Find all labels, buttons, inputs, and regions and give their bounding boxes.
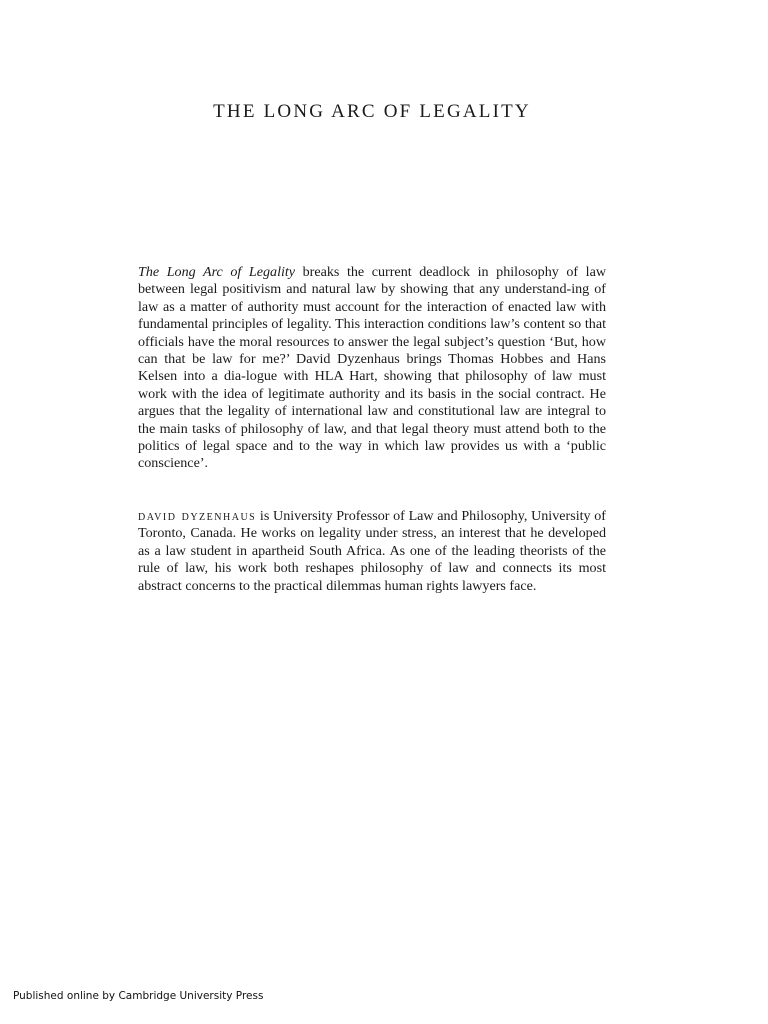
book-title-italic: The Long Arc of Legality <box>138 264 296 280</box>
publisher-footer: Published online by Cambridge University Press <box>13 990 264 1002</box>
author-bio <box>138 508 606 595</box>
half-title: THE LONG ARC OF LEGALITY <box>213 101 531 122</box>
author-name: david dyzenhaus <box>138 508 257 524</box>
author-bio-text: is University Professor of Law and Philosophy, University of Toronto, Canada. He works on legality under stress, an interest that he developed as a law student in apartheid South Africa. As one of the leading theorists of the rule of law, his work both reshapes philosophy of law and connects its most abstract concerns to the practical dilemmas human rights lawyers face. <box>138 508 607 594</box>
book-description-text: breaks the current deadlock in philosophy of law between legal positivism and natural law by showing that any understand-ing of law as a matter of authority must account for the interaction of enacted law with fundamental principles of legality. This interaction conditions law’s content so that officials have the moral resources to answer the legal subject’s question ‘But, how can that be law for me?’ David Dyzenhaus brings Thomas Hobbes and Hans Kelsen into a dia-logue with HLA Hart, showing that philosophy of law must work with the idea of legitimate authority and its basis in the social contract. He argues that the legality of international law and constitutional law are integral to the main tasks of philosophy of law, and that legal theory must attend both to the politics of legal space and to the way in which law provides us with a ‘public conscience’. <box>138 264 606 472</box>
book-description <box>138 264 606 473</box>
